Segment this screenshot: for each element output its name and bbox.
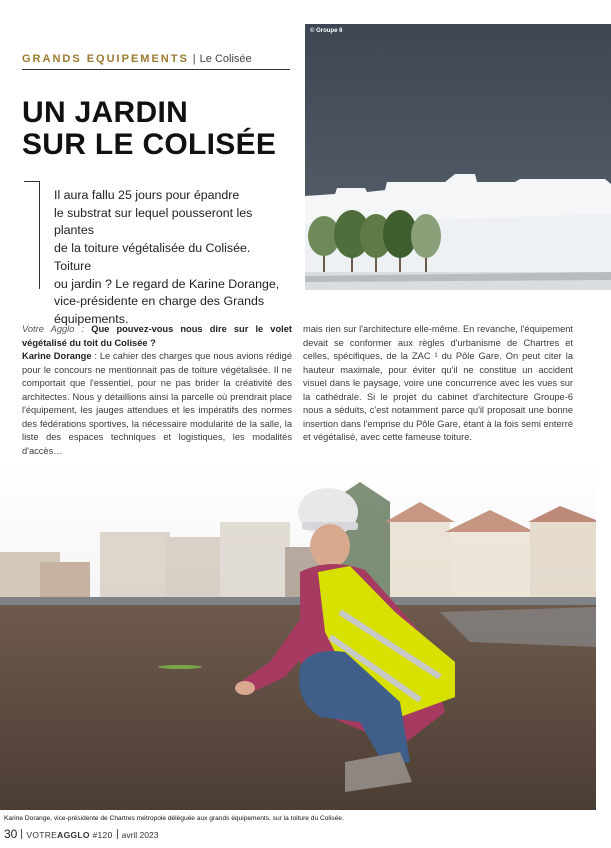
section-subtitle: Le Colisée — [199, 53, 252, 65]
section-category: GRANDS EQUIPEMENTS — [22, 53, 189, 65]
issue-number: #120 — [92, 830, 113, 840]
page-number: 30 — [4, 827, 18, 841]
hero-render-image — [305, 24, 611, 290]
interview-question — [22, 323, 292, 350]
footer-divider — [117, 829, 118, 839]
lead-line: Il aura fallu 25 jours pour épandre — [54, 188, 240, 202]
lead-line: de la toiture végétalisée du Colisée. Toiture — [54, 241, 251, 273]
speaker-name: Karine Dorange — [22, 351, 92, 361]
interview-column-right — [303, 323, 573, 445]
interview-column-left — [22, 323, 292, 458]
footer-divider — [21, 829, 22, 839]
publication-name: VOTREAGGLO #120 — [26, 830, 113, 840]
question-label: Votre Agglo : — [22, 324, 85, 334]
issue-date: avril 2023 — [121, 830, 159, 840]
person-on-roof-photo-icon — [0, 462, 596, 810]
lead-line: équipements. — [54, 311, 129, 326]
title-line-2: SUR LE COLISÉE — [22, 128, 277, 161]
section-header — [22, 52, 290, 70]
lead-paragraph — [54, 187, 290, 329]
rooftop-photo — [0, 462, 596, 810]
lead-line: ou jardin ? Le regard de Karine Dorange, — [54, 276, 280, 291]
title-line-1: UN JARDIN — [22, 96, 189, 129]
lead-line: vice-présidente en charge des Grands — [54, 294, 265, 309]
lead-bracket — [24, 181, 40, 289]
interview-answer-left — [22, 350, 292, 458]
page-footer — [4, 827, 158, 841]
answer-text-left: : Le cahier des charges que nous avions rédigé pour le concours ne mentionnait pas de toiture végétalisée. Il ne comportait que l'essentiel, pour ne pas brider la créativité des architectes. Nous y détaillions ainsi la parcelle où prendrait place l'équipement, les jauges attendues et les impératifs des normes des fédérations sportives, la nécessaire modularité de la salle, la liste des espaces techniques et logistiques, les modalités d'accès… — [22, 351, 292, 456]
question-text: Que pouvez-vous nous dire sur le volet végétalisé du toit du Colisée ? — [22, 324, 293, 348]
photo-caption: Karine Dorange, vice-présidente de Chartres métropole déléguée aux grands équipements, sur la toiture du Colisée. — [4, 815, 344, 822]
article-title — [22, 97, 302, 161]
section-separator: | — [192, 53, 196, 65]
architectural-render-icon — [305, 24, 611, 290]
lead-line: le substrat sur lequel pousseront les plantes — [54, 205, 253, 238]
photo-credit: © Groupe 6 — [310, 28, 343, 34]
answer-text-right: mais rien sur l'architecture elle-même. En revanche, l'équipement devait se conformer aux règles d'urbanisme de Chartres et celles, spécifiques, de la ZAC ¹ du Pôle Gare. On peut citer la hauteur maximale, pour éviter qu'il ne constitue un accident visuel dans le paysage, voire une concurrence avec les vues sur la cathédrale. Si le projet du cabinet d'architecture Groupe-6 nous a séduits, c'est notamment parce qu'il proposait une bonne insertion dans l'emprise du Pôle Gare, étant à la fois semi enterré et végétalisé, avec cette fameuse toiture. — [303, 324, 573, 442]
